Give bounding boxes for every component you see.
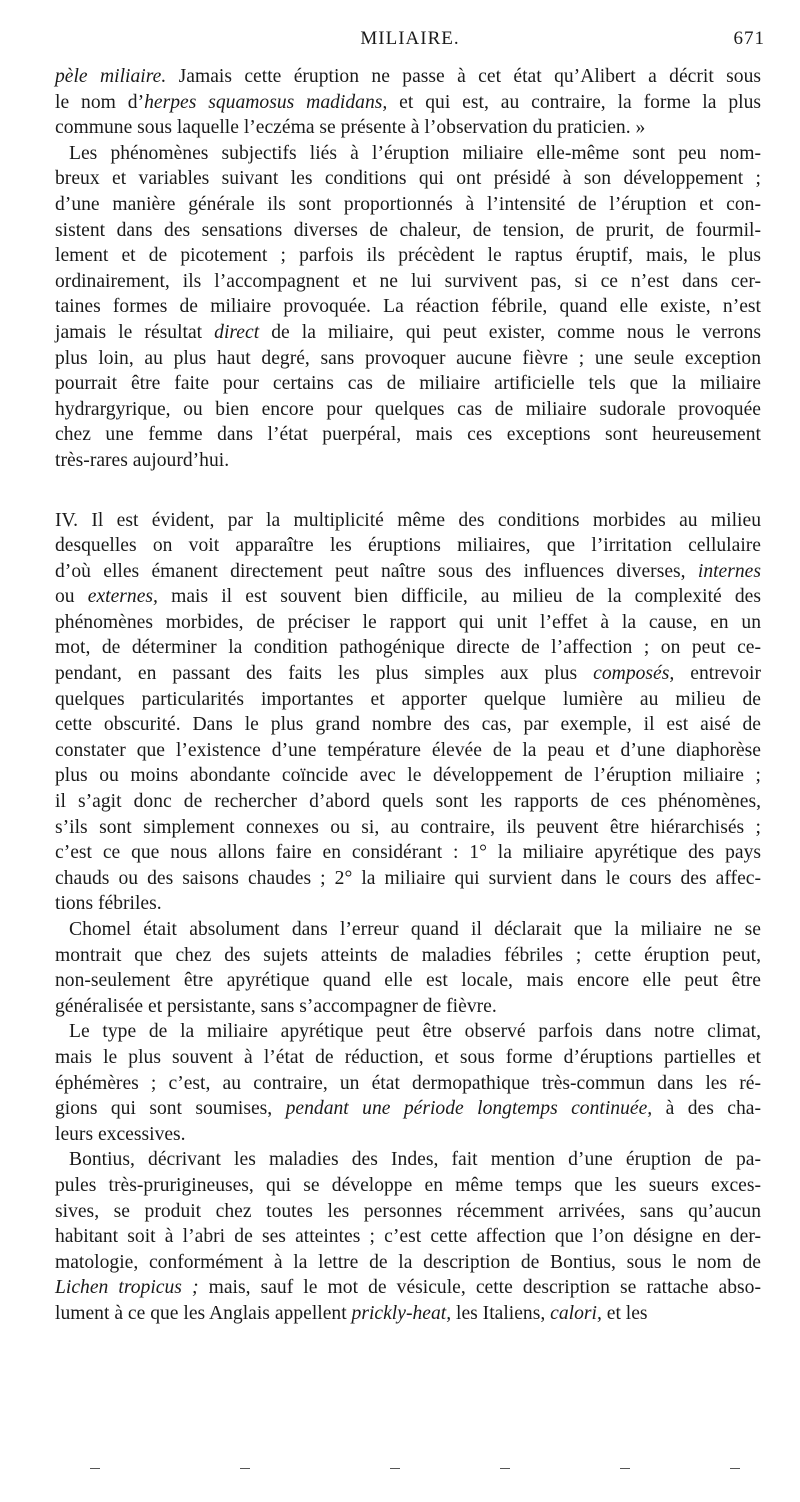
text-line: Le type de la miliaire apyrétique peut être observé parfois dans notre climat, bbox=[69, 1021, 761, 1043]
text-line: non-seulement être apyrétique quand elle est locale, mais encore elle peut être bbox=[55, 970, 761, 992]
section-gap bbox=[55, 474, 761, 508]
text-line: d’où elles émanent directement peut naître sous des influences diverses, internes bbox=[55, 560, 761, 582]
text-line: sives, se produit chez toutes les personnes récemment arrivées, sans qu’aucun bbox=[55, 1200, 761, 1222]
text-line: taines formes de miliaire provoquée. La réaction fébrile, quand elle existe, n’est bbox=[55, 296, 761, 318]
scan-mark bbox=[240, 1468, 250, 1469]
text-line: commune sous laquelle l’eczéma se présente à l’observation du praticien. » bbox=[55, 117, 646, 139]
text-line: ordinairement, ils l’accompagnent et ne lui survivent pas, si ce n’est dans cer- bbox=[55, 270, 761, 292]
text-line: pules très-prurigineuses, qui se développe en même temps que les sueurs exces- bbox=[55, 1174, 761, 1196]
text-line: mot, de déterminer la condition pathogénique directe de l’affection ; on peut ce- bbox=[55, 637, 761, 659]
paragraph bbox=[55, 917, 761, 1019]
text-line: s’ils sont simplement connexes ou si, au contraire, ils peuvent être hiérarchisés ; bbox=[55, 816, 761, 838]
running-title: MILIAIRE. bbox=[360, 28, 460, 49]
page-body bbox=[55, 64, 761, 1327]
text-line: Bontius, décrivant les maladies des Indes, fait mention d’une éruption de pa- bbox=[69, 1149, 761, 1171]
paragraph bbox=[55, 1019, 761, 1147]
text-line: desquelles on voit apparaître les éruptions miliaires, que l’irritation cellulaire bbox=[55, 535, 761, 557]
scan-mark bbox=[500, 1468, 510, 1469]
text-line: jamais le résultat direct de la miliaire, qui peut exister, comme nous le verrons bbox=[55, 321, 762, 343]
text-line: Lichen tropicus ; mais, sauf le mot de vésicule, cette description se rattache abso- bbox=[55, 1277, 761, 1299]
text-line: il s’agit donc de rechercher d’abord quels sont les rapports de ces phénomènes, bbox=[55, 791, 761, 813]
page-number: 671 bbox=[733, 28, 765, 49]
running-header bbox=[55, 28, 765, 56]
text-line: gions qui sont soumises, pendant une période longtemps continuée, à des cha- bbox=[55, 1098, 761, 1120]
text-line: leurs excessives. bbox=[55, 1123, 186, 1145]
text-line: breux et variables suivant les conditions qui ont présidé à son développement ; bbox=[55, 168, 761, 190]
text-line: plus loin, au plus haut degré, sans provoquer aucune fièvre ; une seule exception bbox=[55, 347, 761, 369]
text-line: matologie, conformément à la lettre de la description de Bontius, sous le nom de bbox=[55, 1251, 761, 1273]
scan-mark bbox=[620, 1468, 630, 1469]
paragraph bbox=[55, 141, 761, 474]
text-line: le nom d’herpes squamosus madidans, et qui est, au contraire, la forme la plus bbox=[55, 91, 762, 113]
text-line: hydrargyrique, ou bien encore pour quelques cas de miliaire sudorale provoquée bbox=[55, 398, 761, 420]
text-line: généralisée et persistante, sans s’accompagner de fièvre. bbox=[55, 995, 497, 1017]
text-line: mais le plus souvent à l’état de réduction, et sous forme d’éruptions partielles et bbox=[55, 1046, 761, 1068]
text-line: pèle miliaire. Jamais cette éruption ne passe à cet état qu’Alibert a décrit sous bbox=[55, 66, 761, 87]
text-line: pendant, en passant des faits les plus simples aux plus composés, entrevoir bbox=[55, 663, 761, 685]
text-line: lement et de picotement ; parfois ils précèdent le raptus éruptif, mais, le plus bbox=[55, 245, 761, 267]
text-line: quelques particularités importantes et apporter quelque lumière au milieu de bbox=[55, 688, 761, 710]
paragraph bbox=[55, 64, 761, 141]
text-line: Les phénomènes subjectifs liés à l’éruption miliaire elle-même sont peu nom- bbox=[69, 142, 761, 164]
scan-mark bbox=[730, 1468, 740, 1469]
text-line: IV. Il est évident, par la multiplicité même des conditions morbides au milieu bbox=[55, 509, 761, 531]
text-line: c’est ce que nous allons faire en considérant : 1° la miliaire apyrétique des pays bbox=[55, 842, 761, 864]
scan-mark bbox=[90, 1468, 100, 1469]
scan-artifacts bbox=[90, 1462, 750, 1474]
text-line: tions fébriles. bbox=[55, 893, 162, 915]
text-line: chez une femme dans l’état puerpéral, mais ces exceptions sont heureusement bbox=[55, 424, 761, 446]
text-line: constater que l’existence d’une température élevée de la peau et d’une diaphorèse bbox=[55, 739, 761, 761]
text-line: sistent dans des sensations diverses de chaleur, de tension, de prurit, de fourmil- bbox=[55, 219, 761, 241]
paragraph bbox=[55, 508, 761, 918]
text-line: cette obscurité. Dans le plus grand nombre des cas, par exemple, il est aisé de bbox=[55, 714, 761, 736]
text-line: éphémères ; c’est, au contraire, un état dermopathique très-commun dans les ré- bbox=[55, 1072, 761, 1094]
text-line: plus ou moins abondante coïncide avec le développement de l’éruption miliaire ; bbox=[55, 765, 761, 787]
text-line: chauds ou des saisons chaudes ; 2° la miliaire qui survient dans le cours des affec- bbox=[55, 867, 761, 889]
text-line: très-rares aujourd’hui. bbox=[55, 449, 230, 471]
text-line: phénomènes morbides, de préciser le rapport qui unit l’effet à la cause, en un bbox=[55, 611, 761, 633]
text-line: ou externes, mais il est souvent bien difficile, au milieu de la complexité des bbox=[55, 586, 761, 608]
scan-mark bbox=[390, 1468, 400, 1469]
text-line: lument à ce que les Anglais appellent prickly-heat, les Italiens, calori, et les bbox=[55, 1302, 648, 1324]
text-line: pourrait être faite pour certains cas de miliaire artificielle tels que la miliaire bbox=[55, 373, 761, 395]
paragraph bbox=[55, 1147, 761, 1326]
text-line: d’une manière générale ils sont proportionnés à l’intensité de l’éruption et con- bbox=[55, 193, 761, 215]
text-line: Chomel était absolument dans l’erreur quand il déclarait que la miliaire ne se bbox=[69, 919, 761, 940]
text-line: montrait que chez des sujets atteints de maladies fébriles ; cette éruption peut, bbox=[55, 944, 761, 966]
text-line: habitant soit à l’abri de ses atteintes ; c’est cette affection que l’on désigne en der- bbox=[55, 1226, 761, 1248]
